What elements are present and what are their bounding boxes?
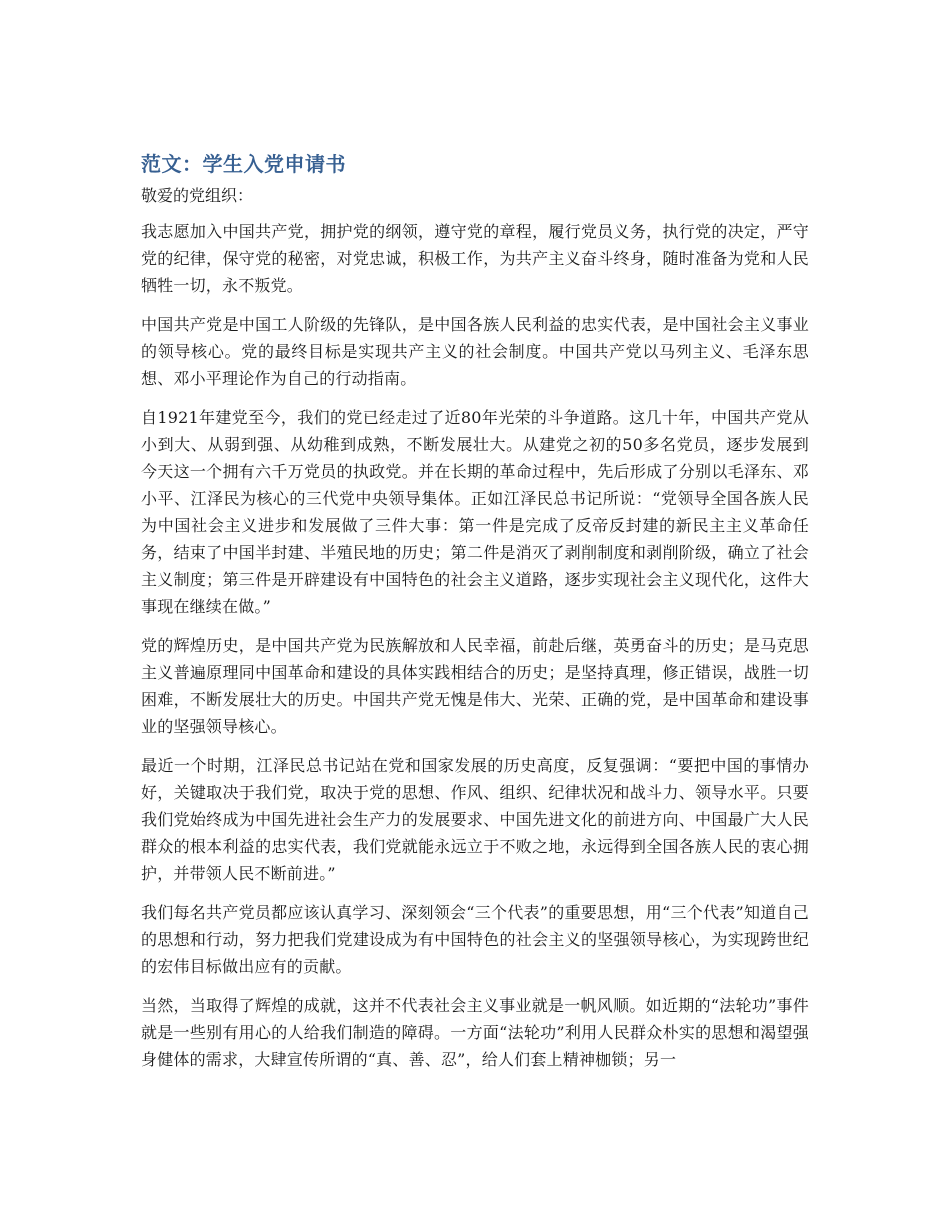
paragraph-6: 我们每名共产党员都应该认真学习、深刻领会“三个代表”的重要思想，用“三个代表”知道自己的思想和行动，努力把我们党建设成为有中国特色的社会主义的坚强领导核心，为实现跨世纪的宏伟目标做出应有的贡献。 bbox=[141, 903, 809, 976]
document-page bbox=[141, 150, 809, 1085]
paragraph-7: 当然，当取得了辉煌的成就，这并不代表社会主义事业就是一帆风顺。如近期的“法轮功”事件就是一些别有用心的人给我们制造的障碍。一方面“法轮功”利用人民群众朴实的思想和渴望强身健体的需求，大肆宣传所谓的“真、善、忍”，给人们套上精神枷锁；另一 bbox=[141, 996, 809, 1069]
paragraph-4: 党的辉煌历史，是中国共产党为民族解放和人民幸福，前赴后继，英勇奋斗的历史；是马克思主义普遍原理同中国革命和建设的具体实践相结合的历史；是坚持真理，修正错误，战胜一切困难，不断发展壮大的历史。中国共产党无愧是伟大、光荣、正确的党，是中国革命和建设事业的坚强领导核心。 bbox=[141, 636, 809, 736]
paragraph-1: 我志愿加入中国共产党，拥护党的纲领，遵守党的章程，履行党员义务，执行党的决定，严守党的纪律，保守党的秘密，对党忠诚，积极工作，为共产主义奋斗终身，随时准备为党和人民牺牲一切，永不叛党。 bbox=[141, 222, 809, 295]
document-title: 范文：学生入党申请书 bbox=[141, 152, 346, 176]
paragraph-5: 最近一个时期，江泽民总书记站在党和国家发展的历史高度，反复强调：“要把中国的事情办好，关键取决于我们党，取决于党的思想、作风、组织、纪律状况和战斗力、领导水平。只要我们党始终成为中国先进社会生产力的发展要求、中国先进文化的前进方向、中国最广大人民群众的根本利益的忠实代表，我们党就能永远立于不败之地，永远得到全国各族人民的衷心拥护，并带领人民不断前进。” bbox=[141, 756, 809, 883]
paragraph-2: 中国共产党是中国工人阶级的先锋队，是中国各族人民利益的忠实代表，是中国社会主义事业的领导核心。党的最终目标是实现共产主义的社会制度。中国共产党以马列主义、毛泽东思想、邓小平理论作为自己的行动指南。 bbox=[141, 315, 809, 388]
paragraph-3: 自1921年建党至今，我们的党已经走过了近80年光荣的斗争道路。这几十年，中国共产党从小到大、从弱到强、从幼稚到成熟，不断发展壮大。从建党之初的50多名党员，逐步发展到今天这一个拥有六千万党员的执政党。并在长期的革命过程中，先后形成了分别以毛泽东、邓小平、江泽民为核心的三代党中央领导集体。正如江泽民总书记所说：“党领导全国各族人民为中国社会主义进步和发展做了三件大事：第一件是完成了反帝反封建的新民主主义革命任务，结束了中国半封建、半殖民地的历史；第二件是消灭了剥削制度和剥削阶级，确立了社会主义制度；第三件是开辟建设有中国特色的社会主义道路，逐步实现社会主义现代化，这件大事现在继续在做。” bbox=[141, 408, 809, 616]
salutation: 敬爱的党组织： bbox=[141, 186, 254, 205]
